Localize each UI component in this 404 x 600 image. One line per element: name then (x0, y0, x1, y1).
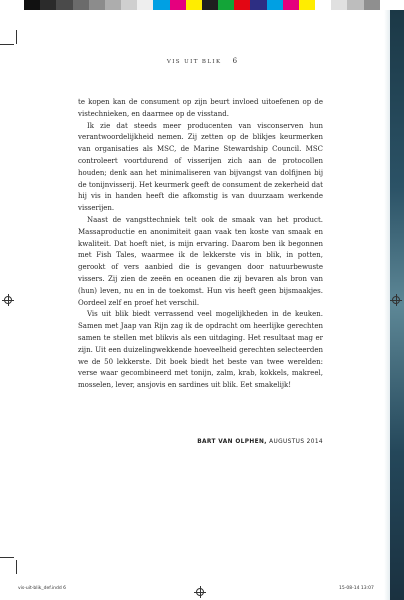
crop-mark-bottom-left (16, 560, 17, 574)
running-head (0, 57, 404, 65)
registration-mark-bottom (196, 588, 204, 596)
color-swatch (153, 0, 169, 10)
color-swatch (56, 0, 72, 10)
author-name: BART VAN OLPHEN, (197, 439, 267, 445)
color-swatch (105, 0, 121, 10)
paragraph: Naast de vangsttechniek telt ook de smaak van het product. Massaproductie en anonimiteit gaan vaak ten koste van smaak en kwaliteit. Dat hoeft niet, is mijn ervaring. Daarom ben ik begonnen met Fish Tales, waarmee ik de lekkerste vis in blik, in potten, gerookt of vers aanbied die is gevangen door natuurbewuste vissers. Zij zien de zeeën en oceanen die zij bevaren als bron van (hun) leven, nu en in de toekomst. Hun vis heeft geen bijsmaakjes. Oordeel zelf en proef het verschil. (78, 215, 323, 307)
color-swatch (121, 0, 137, 10)
signature (78, 439, 323, 445)
registration-mark-right (392, 296, 400, 304)
color-swatch (364, 0, 380, 10)
running-head-title: VIS UIT BLIK (166, 59, 222, 65)
paragraph: Ik zie dat steeds meer producenten van visconserven hun verantwoordelijkheid nemen. Zij zetten op de blikjes keurmerken van organisaties als MSC, de Marine Stewardship Council. MSC controleert voortdurend of visserijen zich aan de protocollen houden; denk aan het minimaliseren van bijvangst van dolfijnen bij de tonijnvisserij. Het keurmerk geeft de consument de zekerheid dat hij vis in handen heeft die afkomstig is van duurzaam werkende visserijen. (78, 121, 323, 213)
color-swatch (24, 0, 40, 10)
crop-mark-top-left-h (0, 44, 14, 45)
color-swatch (299, 0, 315, 10)
slug-timestamp: 15-08-14 13:07 (339, 586, 374, 591)
registration-mark-left (4, 296, 12, 304)
color-swatch (73, 0, 89, 10)
page-number: 6 (232, 57, 238, 65)
color-bar-margin (0, 0, 24, 10)
paragraph: te kopen kan de consument op zijn beurt invloed uitoefenen op de vistechnieken, en daarmee op de visstand. (78, 98, 323, 118)
color-swatch (347, 0, 363, 10)
color-swatch (218, 0, 234, 10)
color-swatch (267, 0, 283, 10)
crop-mark-top-left (16, 30, 17, 44)
color-swatch (250, 0, 266, 10)
color-swatch (202, 0, 218, 10)
color-swatch (283, 0, 299, 10)
paragraph: Vis uit blik biedt verrassend veel mogelijkheden in de keuken. Samen met Jaap van Rijn zag ik de opdracht om heerlijke gerechten samen te stellen met blikvis als een uitdaging. Het resultaat mag er zijn. Uit een duizelingwekkende hoeveelheid gerechten selecteerden we de 50 lekkerste. Dit boek biedt het beste van twee werelden: verse waar gecombineerd met tonijn, zalm, krab, kokkels, makreel, mosselen, lever, ansjovis en sardines uit blik. Eet smakelijk! (78, 310, 323, 390)
color-swatch (315, 0, 331, 10)
signature-date: AUGUSTUS 2014 (269, 439, 323, 445)
bleed-image-strip (390, 10, 404, 600)
crop-mark-bottom-left-h (0, 557, 14, 558)
color-swatch (137, 0, 153, 10)
color-swatch (170, 0, 186, 10)
color-swatch (40, 0, 56, 10)
slug-filename: vis-uit-blik_def.indd 6 (18, 586, 67, 591)
color-calibration-bar (0, 0, 404, 10)
color-swatch (89, 0, 105, 10)
color-swatch (186, 0, 202, 10)
body-text (78, 97, 323, 392)
color-swatch (234, 0, 250, 10)
color-swatch (331, 0, 347, 10)
